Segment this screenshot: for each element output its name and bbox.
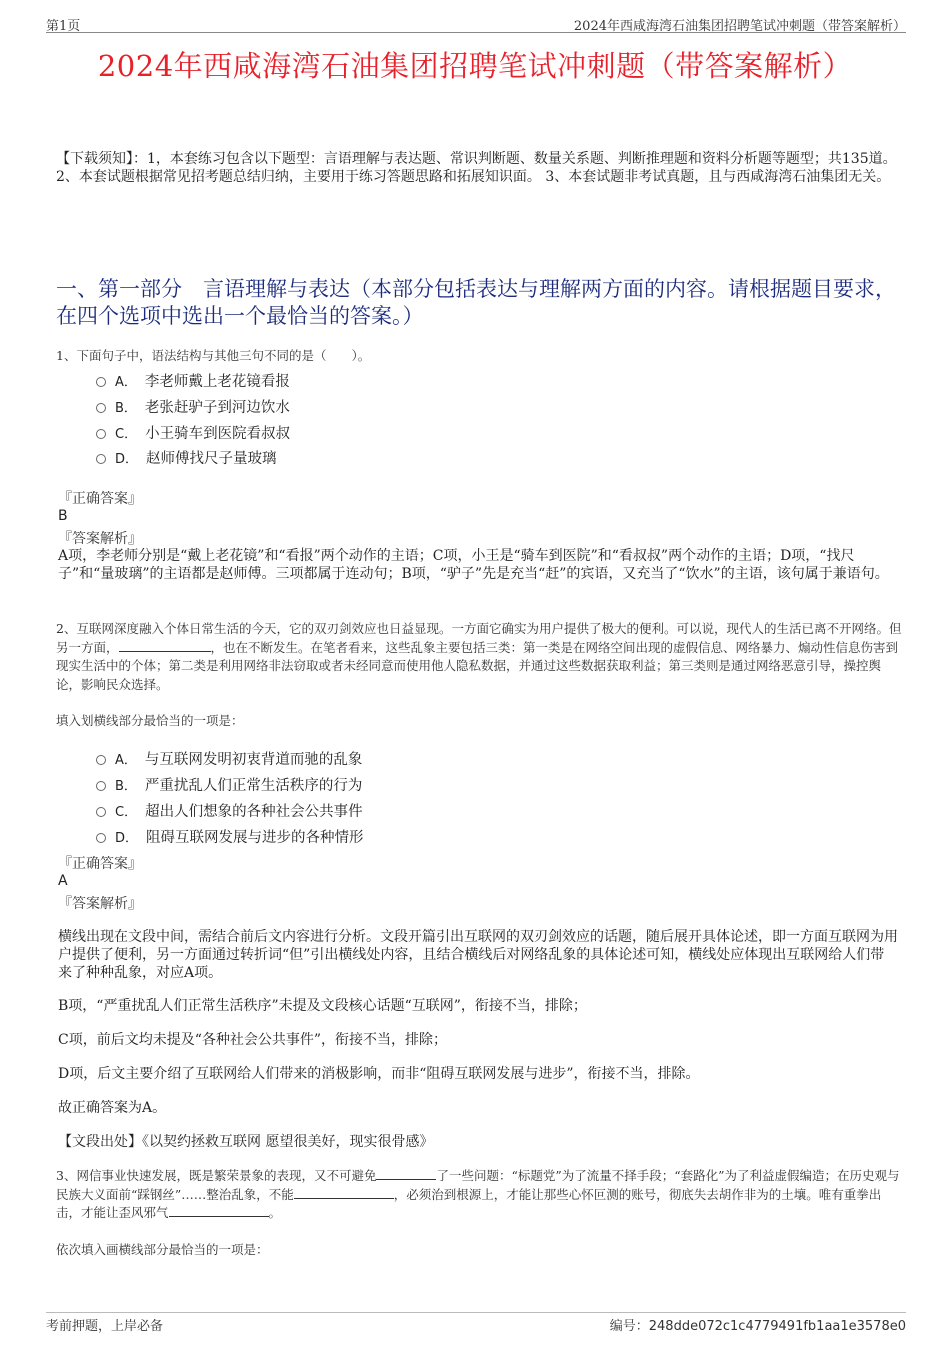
q2-answer: A: [58, 873, 68, 889]
radio-icon[interactable]: [96, 429, 106, 439]
q1-option-c[interactable]: [96, 422, 290, 443]
q1-option-a[interactable]: [96, 370, 290, 391]
footer-code: [610, 1315, 906, 1334]
q2-analysis-label: 『答案解析』: [58, 896, 142, 912]
q2-blank: [119, 639, 211, 652]
header-divider: [46, 32, 906, 33]
radio-icon[interactable]: [96, 454, 106, 464]
q1-answer: B: [58, 508, 68, 524]
q2-stem-part-1: 2、互联网深度融入个体日常生活的今天，它的双刃剑效应也日益显现。一方面它确实为用户提供了极大的便利。可以说，现代人的生活已离不开网络。但另一方面，: [56, 621, 902, 655]
q2-option-c[interactable]: [96, 800, 363, 821]
option-letter: D．: [115, 452, 139, 467]
q2-option-b[interactable]: [96, 774, 362, 795]
option-text: 李老师戴上老花镜看报: [144, 374, 290, 390]
option-letter: B．: [115, 401, 137, 416]
q3-blank-2: [294, 1186, 394, 1199]
q2-explanation-para-1: 横线出现在文段中间，需结合前后文内容进行分析。文段开篇引出互联网的双刃剑效应的话题，随后展开具体论述，即一方面互联网为用户提供了便利，另一方面通过转折词“但”引出横线处内容，且结合横线后对网络乱象的具体论述可知，横线处应体现出互联网给人们带来了种种乱象，对应A项。: [58, 929, 898, 981]
option-text: 赵师傅找尺子量玻璃: [146, 451, 277, 467]
option-text: 小王骑车到医院看叔叔: [145, 426, 291, 442]
q1-explanation: A项，李老师分别是“戴上老花镜”和“看报”两个动作的主语；C项，小王是“骑车到医院”和“看叔叔”两个动作的主语；D项，“找尺子”和“量玻璃”的主语都是赵师傅。三项都属于连动句；B项，“驴子”先是充当“赶”的宾语，又充当了“饮水”的主语，该句属于兼语句。: [58, 548, 889, 582]
section-title: 一、第一部分 言语理解与表达（本部分包括表达与理解两方面的内容。请根据题目要求，在四个选项中选出一个最恰当的答案。）: [56, 277, 896, 328]
q2-explanation-para-2: B项，“严重扰乱人们正常生活秩序”未提及文段核心话题“互联网”，衔接不当，排除；: [58, 998, 587, 1014]
option-letter: C．: [115, 427, 138, 442]
q3-stem-part-1: 3、网信事业快速发展，既是繁荣景象的表现，又不可避免: [56, 1168, 377, 1183]
page-number: 第1页: [46, 19, 81, 34]
q2-source: 【文段出处】《以契约拯救互联网 愿望很美好，现实很骨感》: [58, 1134, 434, 1150]
question-3-stem: [56, 1167, 902, 1223]
page-header: [0, 0, 950, 34]
q3-prompt: 依次填入画横线部分最恰当的一项是：: [56, 1242, 269, 1257]
q2-explanation-para-4: D项，后文主要介绍了互联网给人们带来的消极影响，而非“阻碍互联网发展与进步”，衔接不当，排除。: [58, 1066, 700, 1082]
option-text: 超出人们想象的各种社会公共事件: [145, 804, 363, 820]
q3-blank-1: [376, 1167, 436, 1180]
q1-option-b[interactable]: [96, 396, 290, 417]
download-notice: 【下载须知】：1，本套练习包含以下题型：言语理解与表达题、常识判断题、数量关系题、判断推理题和资料分析题等题型；共135道。 2、本套试题根据常见招考题总结归纳，主要用于练习答题思路和拓展知识面。 3、本套试题非考试真题，且与西咸海湾石油集团无关。: [56, 151, 897, 185]
question-2-stem: [56, 620, 902, 694]
q3-stem-part-2: 了一些问题：“标题党”为了流量不择手段；“套路化”为了利益虚假编造；在历史观与民族大义面前“踩钢丝”……整治乱象，不能: [56, 1168, 900, 1202]
footer-code-label: 编号：: [609, 1319, 649, 1334]
q2-explanation-para-3: C项，前后文均未提及“各种社会公共事件”，衔接不当，排除；: [58, 1032, 448, 1048]
option-letter: A．: [115, 753, 137, 768]
q2-option-a[interactable]: [96, 748, 362, 769]
q1-correct-label: 『正确答案』: [58, 491, 142, 507]
header-doc-title: 2024年西咸海湾石油集团招聘笔试冲刺题（带答案解析）: [573, 19, 906, 34]
q3-stem-part-4: 。: [268, 1205, 282, 1220]
option-text: 严重扰乱人们正常生活秩序的行为: [144, 778, 363, 794]
radio-icon[interactable]: [96, 807, 106, 817]
question-1-stem: 1、下面句子中，语法结构与其他三句不同的是（ ）。: [56, 348, 371, 363]
radio-icon[interactable]: [96, 755, 106, 765]
option-text: 阻碍互联网发展与进步的各种情形: [146, 830, 364, 846]
q2-option-d[interactable]: [96, 826, 364, 847]
footer-divider: [46, 1312, 906, 1313]
q3-stem-part-3: ，必须治到根源上，才能让那些心怀叵测的账号，彻底失去胡作非为的土壤。唯有重拳出击，才能让歪风邪气: [56, 1186, 882, 1220]
option-text: 与互联网发明初衷背道而驰的乱象: [144, 752, 363, 768]
radio-icon[interactable]: [96, 377, 106, 387]
q3-blank-3: [169, 1204, 269, 1217]
q2-prompt: 填入划横线部分最恰当的一项是：: [56, 713, 244, 728]
option-letter: B．: [115, 779, 137, 794]
radio-icon[interactable]: [96, 781, 106, 791]
q1-analysis-label: 『答案解析』: [58, 531, 142, 547]
footer-slogan: 考前押题，上岸必备: [46, 1319, 164, 1334]
q2-explanation-para-5: 故正确答案为A。: [58, 1100, 167, 1116]
page-title: 2024年西咸海湾石油集团招聘笔试冲刺题（带答案解析）: [97, 49, 853, 83]
option-letter: C．: [115, 805, 138, 820]
radio-icon[interactable]: [96, 403, 106, 413]
option-text: 老张赶驴子到河边饮水: [144, 400, 290, 416]
option-letter: A．: [115, 375, 137, 390]
q2-correct-label: 『正确答案』: [58, 856, 142, 872]
footer-code-value: 248dde072c1c4779491fb1aa1e3578e0: [648, 1319, 906, 1334]
q1-option-d[interactable]: [96, 447, 277, 468]
q2-stem-part-2: ，也在不断发生。在笔者看来，这些乱象主要包括三类：第一类是在网络空间出现的虚假信息、网络暴力、煽动性信息伤害到现实生活中的个体；第二类是利用网络非法窃取或者未经同意而使用他人隐私数据，并通过这些数据获取利益；第三类则是通过网络恶意引导，操控舆论，影响民众选择。: [56, 639, 899, 692]
radio-icon[interactable]: [96, 833, 106, 843]
option-letter: D．: [115, 831, 139, 846]
